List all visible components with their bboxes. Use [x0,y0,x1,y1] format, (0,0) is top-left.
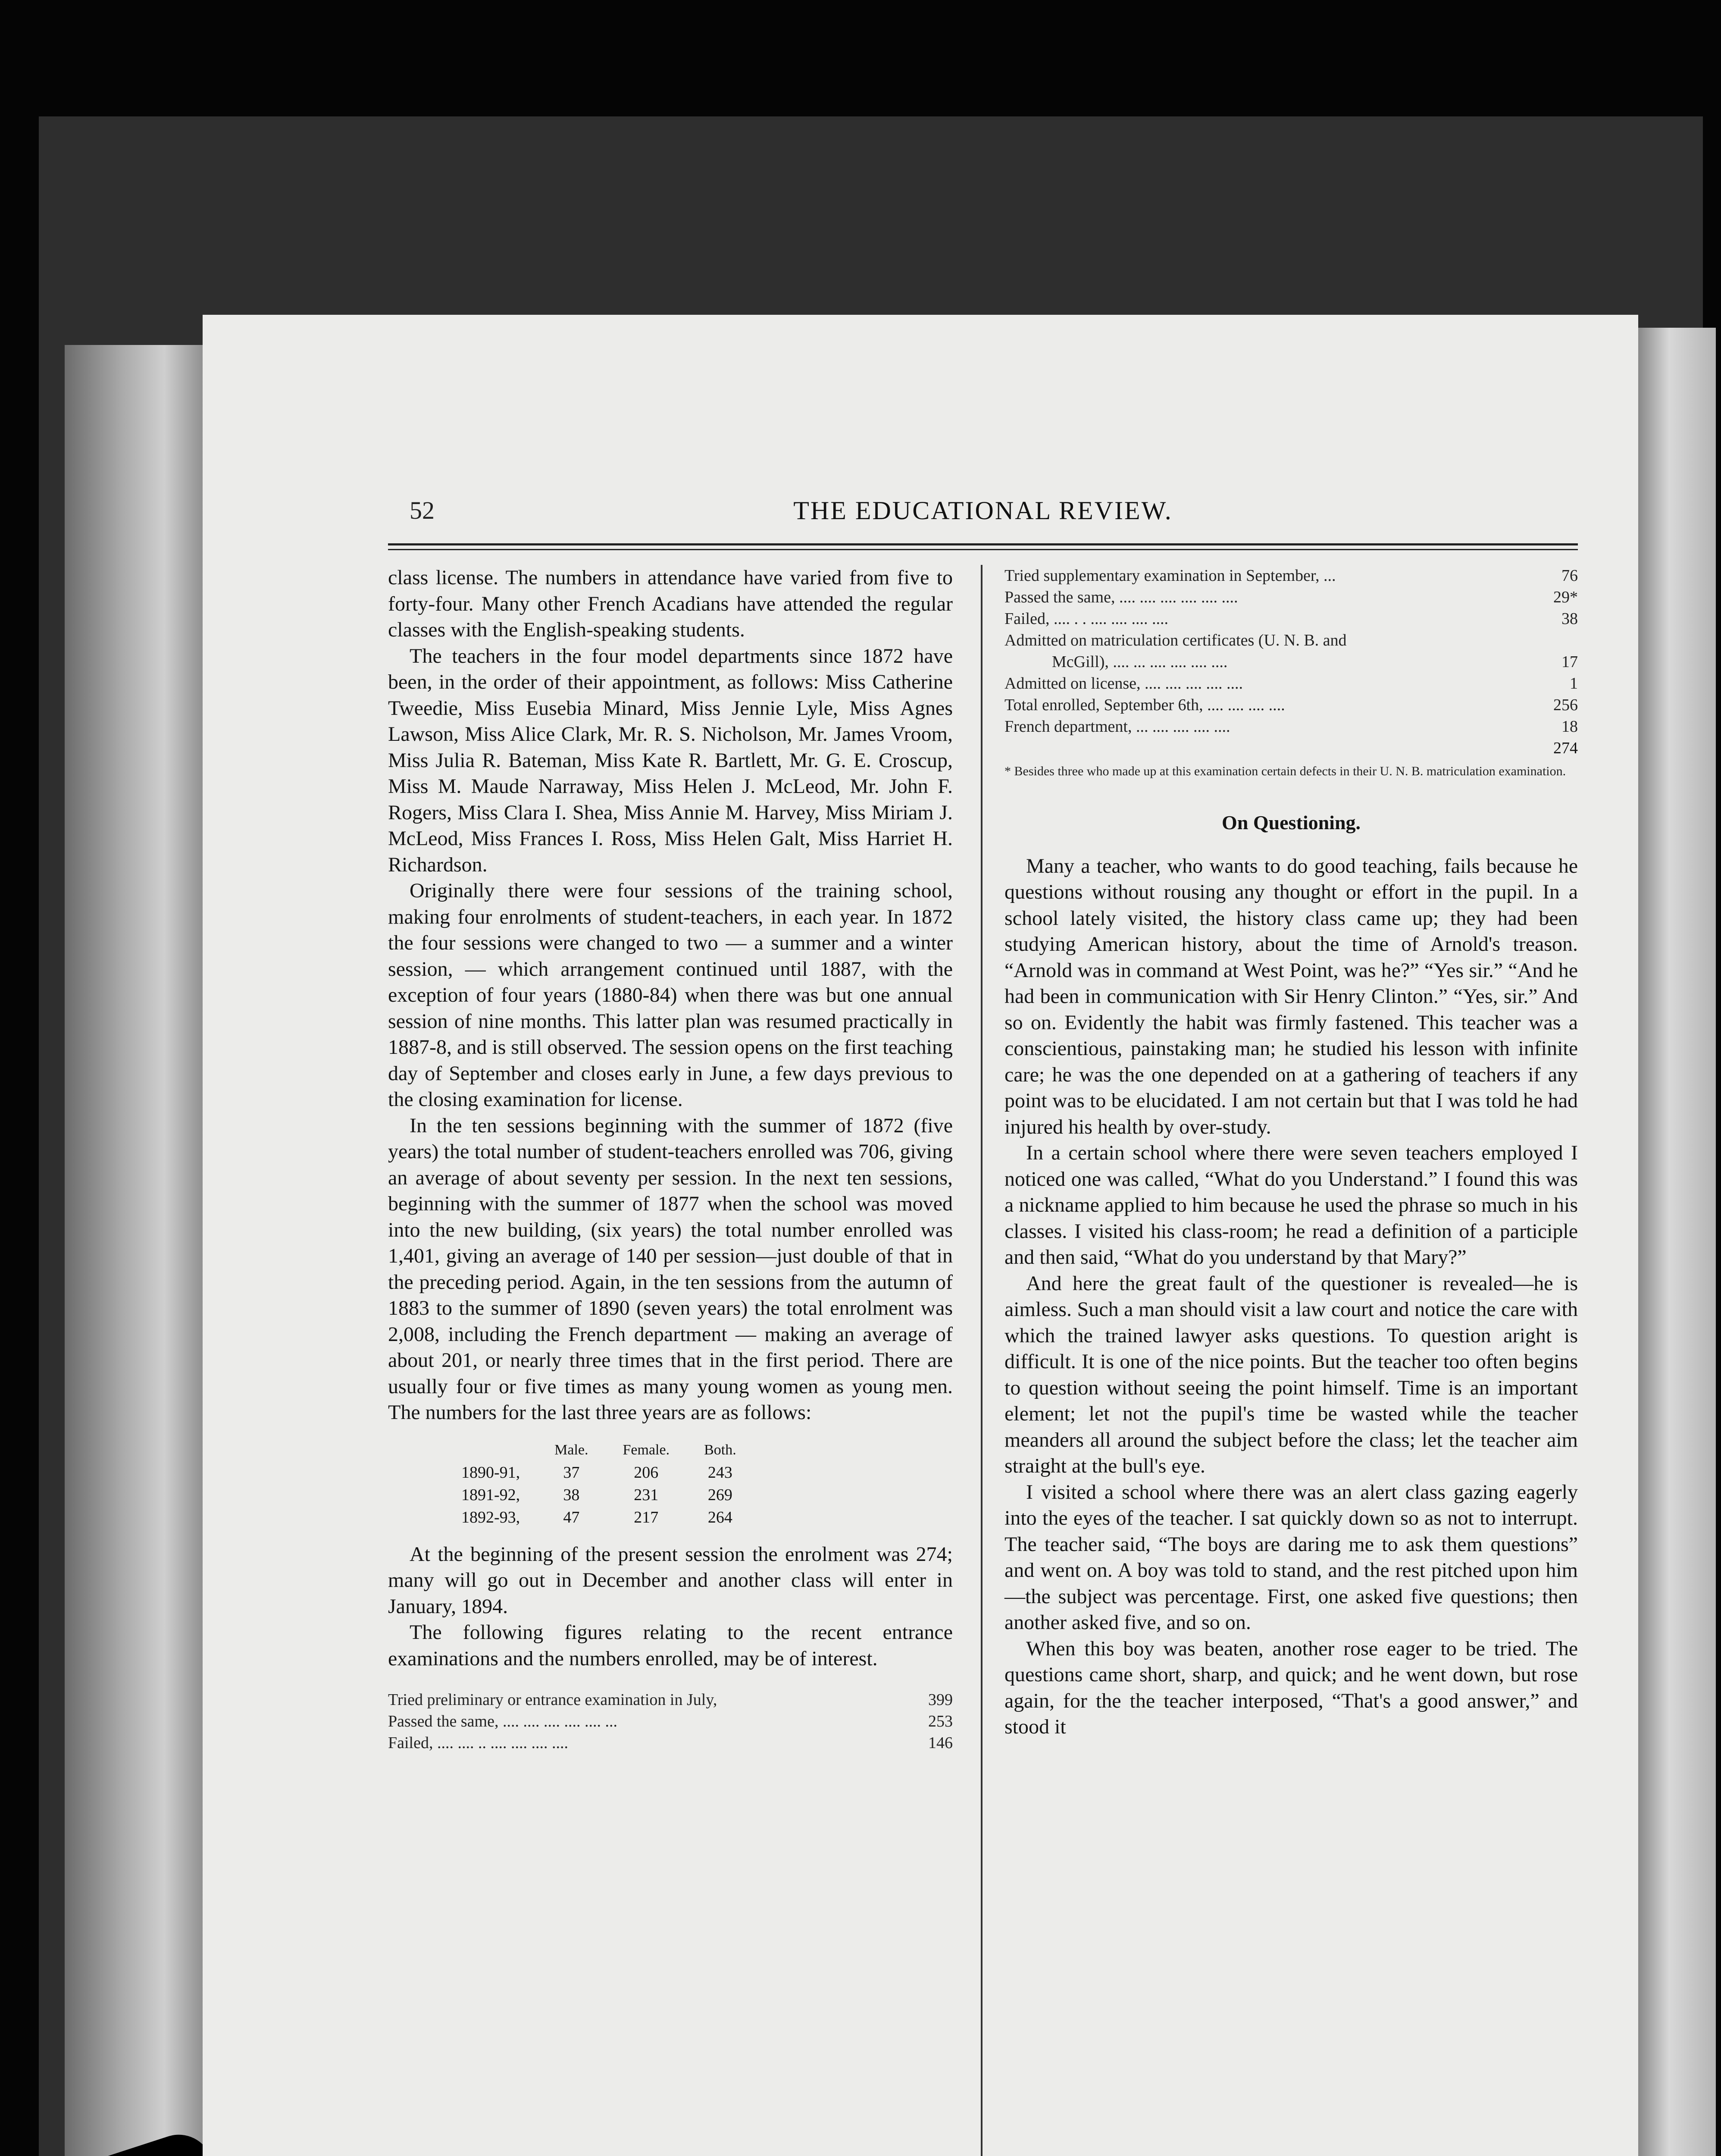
stat-row [1004,630,1578,651]
paragraph: I visited a school where there was an alert class gazing eagerly into the eyes of the teacher. I sat quickly down so as not to interrupt. The teacher said, “The boys are daring me to ask them questions” and went on. A boy was told to stand, and the rest pitched upon him—the subject was percentage. First, one asked five questions; then another asked five, and so on. [1004,1480,1578,1634]
stat-label: Failed, .... .... .. .... .... .... .... [388,1734,568,1752]
stat-value: 256 [1553,696,1578,714]
table-cell: 206 [634,1463,659,1482]
stat-row [1004,694,1578,716]
enrolment-table [461,1439,754,1529]
stat-value: 76 [1561,567,1578,585]
stat-value: 17 [1561,653,1578,671]
table-cell: 264 [707,1508,732,1526]
stat-label: Failed, .... . . .... .... .... .... [1004,610,1168,628]
stat-label: Tried supplementary examination in September, ... [1004,567,1336,585]
table-row [461,1461,754,1484]
stat-value: 1 [1570,674,1578,693]
stat-row [388,1689,953,1711]
stat-value: 146 [928,1734,953,1752]
left-column [388,565,953,2156]
table-cell: 1892-93, [461,1508,520,1526]
paragraph: Originally there were four sessions of the training school, making four enrolments of student-teachers, in each year. In 1872 the four sessions were changed to two — a summer and a winter session, — which arrangement continued until 1887, with the exception of four years (1880-84) when there was but one annual session of nine months. This latter plan was resumed practically in 1887-8, and is still observed. The session opens on the first teaching day of September and closes early in June, a few days previous to the closing examination for license. [388,879,953,1111]
table-cell: 243 [707,1463,732,1482]
paragraph: The teachers in the four model departments since 1872 have been, in the order of their appointment, as follows: Miss Catherine Tweedie, Miss Eusebia Minard, Miss Jennie Lyle, Miss Agnes Lawson, Miss Alice Clark, Mr. R. S. Nicholson, Mr. James Vroom, Miss Julia R. Bateman, Miss Kate R. Bartlett, Mr. G. E. Croscup, Miss M. Maude Narraway, Miss Helen J. McLeod, Mr. John F. Rogers, Miss Clara I. Shea, Miss Annie M. Harvey, Miss Miriam J. McLeod, Miss Frances I. Ross, Miss Helen Galt, Miss Harriet H. Richardson. [388,644,953,876]
entrance-stats [388,1689,953,1754]
table-cell: 37 [563,1463,580,1482]
table-cell: 217 [634,1508,659,1526]
stat-value: 18 [1561,718,1578,736]
table-header [461,1439,537,1461]
table-header: Female. [623,1442,670,1458]
stat-label: Passed the same, .... .... .... .... .... ... [388,1712,617,1730]
book-page-edges-left [65,345,207,2156]
stat-row [1004,608,1578,630]
stat-label: Admitted on license, .... .... .... .... .... [1004,674,1243,693]
table-cell: 1891-92, [461,1485,520,1504]
stat-row [388,1732,953,1754]
stat-row [1004,716,1578,737]
paragraph: class license. The numbers in attendance have varied from five to forty-four. Many other French Acadians have attended the regular classes with the English-speaking students. [388,566,953,641]
stat-row [388,1711,953,1732]
total-row [1004,737,1578,759]
stat-label: McGill), .... ... .... .... .... .... [1052,653,1228,671]
paragraph: In the ten sessions beginning with the summer of 1872 (five years) the total number of student-teachers enrolled was 706, giving an average of about seventy per session. In the next ten sessions, beginning with the summer of 1877 when the school was moved into the new building, (six years) the total number enrolled was 1,401, giving an average of 140 per session—just double of that in the preceding period. Again, in the ten sessions from the autumn of 1883 to the summer of 1890 (seven years) the total enrolment was 2,008, including the French department — making an average of about 201, or nearly three times that in the first period. There are usually four or five times as many young women as young men. The numbers for the last three years are as follows: [388,1114,953,1424]
stat-label: French department, ... .... .... .... .... [1004,718,1230,736]
stat-value: 29* [1553,588,1578,606]
table-cell: 269 [707,1485,732,1504]
footnote: * Besides three who made up at this examination certain defects in their U. N. B. matriculation examination. [1004,764,1566,778]
paragraph: Many a teacher, who wants to do good teaching, fails because he questions without rousing any thought or effort in the pupil. In a school lately visited, the history class came up; they had been studying American history, about the time of Arnold's treason. “Arnold was in command at West Point, was he?” “Yes sir.” “And he had been in communication with Sir Henry Clinton.” “Yes, sir.” And so on. Evidently the habit was firmly fastened. This teacher was a conscientious, painstaking man; he studied his lesson with infinite care; he was the one depended on at a gathering of teachers if any point was to be elucidated. I am not certain but that I was told he had injured his health by over-study. [1004,854,1578,1138]
header-rule [388,543,1578,550]
section-heading: On Questioning. [1221,812,1361,834]
table-row [461,1506,754,1529]
table-header: Male. [554,1442,588,1458]
stat-label: Tried preliminary or entrance examination in July, [388,1691,717,1709]
right-column [1004,565,1578,2156]
stat-value: 253 [928,1712,953,1730]
stat-row [1004,651,1578,673]
total-value: 274 [1553,739,1578,757]
paragraph: When this boy was beaten, another rose eager to be tried. The questions came short, sharp, and quick; and he went down, but rose again, for the the teacher interposed, “That's a good answer,” and stood it [1004,1637,1578,1738]
stat-value [1526,630,1578,651]
stat-label: Passed the same, .... .... .... .... .... .... [1004,588,1238,606]
paragraph: In a certain school where there were seven teachers employed I noticed one was called, “What do you Understand.” I found this was a nickname applied to him because he used the phrase so much in his classes. I visited his class-room; he read a definition of a participle and then said, “What do you understand by that Mary?” [1004,1141,1578,1269]
paragraph: The following figures relating to the recent entrance examinations and the numbers enrolled, may be of interest. [388,1621,953,1670]
page-header [203,496,1638,535]
book-page-edges-right [1638,328,1716,2156]
stat-row [1004,586,1578,608]
table-row [461,1484,754,1506]
paragraph: And here the great fault of the questioner is revealed—he is aimless. Such a man should visit a law court and notice the care with which the trained lawyer asks questions. To question aright is difficult. It is one of the nice points. But the teacher too often begins to question without seeing the point himself. Time is an important element; let not the pupil's time be wasted while the teacher meanders all around the subject before the class; let the teacher aim straight at the bull's eye. [1004,1272,1578,1477]
table-header-row [461,1439,754,1461]
table-cell: 231 [634,1485,659,1504]
book-page [203,315,1638,2156]
table-cell: 38 [563,1485,580,1504]
stat-label: Total enrolled, September 6th, .... .... .... .... [1004,696,1285,714]
paragraph: At the beginning of the present session the enrolment was 274; many will go out in December and another class will enter in January, 1894. [388,1542,953,1618]
stat-value: 38 [1561,610,1578,628]
stat-row [1004,673,1578,694]
stat-row [1004,565,1578,586]
column-divider [981,565,983,2156]
table-cell: 47 [563,1508,580,1526]
running-title: THE EDUCATIONAL REVIEW. [793,496,1173,525]
stat-value: 399 [928,1691,953,1709]
table-header: Both. [704,1442,736,1458]
table-cell: 1890-91, [461,1463,520,1482]
stat-label: Admitted on matriculation certificates (U. N. B. and [1004,631,1347,649]
page-number: 52 [410,496,435,524]
